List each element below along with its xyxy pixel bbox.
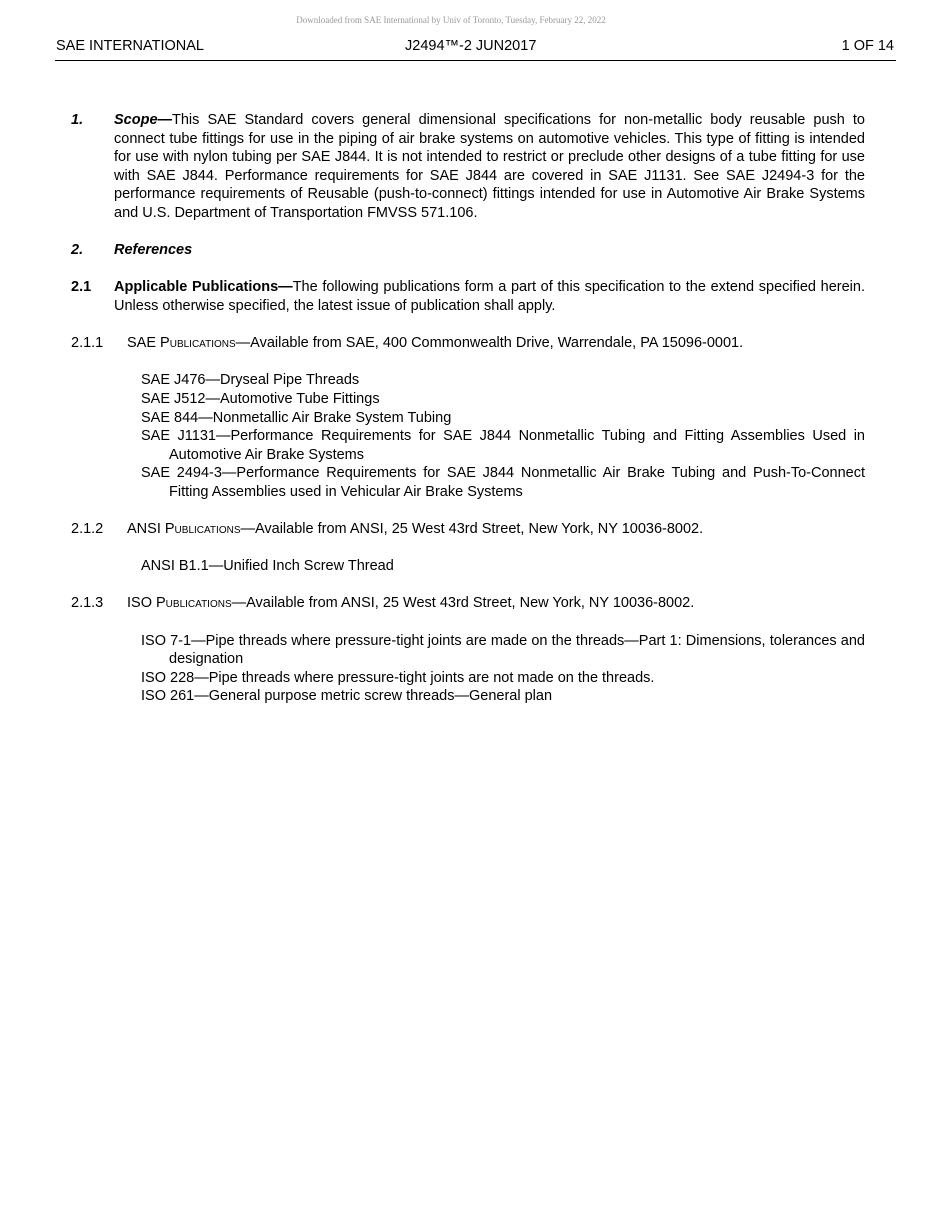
section-text: The following publications form a part of this specification to the extend specified herein. Unless otherwise specified, the latest issue of publication shall apply. (114, 279, 865, 314)
section-number: 2.1.1 (71, 335, 104, 352)
section-sae-publications (71, 334, 865, 353)
list-item: SAE 2494-3—Performance Requirements for SAE J844 Nonmetallic Air Brake Tubing and Push-To-Connect Fitting Assemblies used in Vehicular Air Brake Systems (141, 465, 865, 500)
section-iso-publications (71, 594, 865, 613)
download-watermark: Downloaded from SAE International by Univ of Toronto, Tuesday, February 22, 2022 (296, 15, 606, 25)
section-body (114, 111, 865, 223)
list-item: ISO 228—Pipe threads where pressure-tight joints are not made on the threads. (141, 669, 655, 686)
section-ansi-publications (71, 520, 865, 539)
section-text: This SAE Standard covers general dimensional specifications for non-metallic body reusable push to connect tube fittings for use in the piping of air brake systems on automotive vehicles. This type of fitting is intended for use with nylon tubing per SAE J844. It is not intended to restrict or preclude other designs of a tube fitting for use with SAE J844. Performance requirements for SAE J844 are covered in SAE J1131. See SAE J2494-3 for the performance requirements of Reusable (push-to-connect) fittings intended for use in Automotive Air Brake Systems and U.S. Department of Transportation FMVSS 571.106. (114, 112, 865, 221)
header-document-id: J2494™-2 JUN2017 (405, 38, 537, 54)
org-name: ANSI (127, 521, 165, 538)
list-item: ISO 261—General purpose metric screw threads—General plan (141, 688, 553, 705)
section-scope (71, 111, 865, 223)
org-name: SAE (127, 335, 161, 352)
list-item: SAE 844—Nonmetallic Air Brake System Tubing (141, 409, 452, 426)
section-references (71, 241, 865, 260)
list-item: ANSI B1.1—Unified Inch Screw Thread (141, 558, 394, 575)
sae-reference-list (141, 371, 865, 501)
iso-reference-list (141, 632, 865, 706)
publications-label: Publications (156, 595, 232, 612)
section-number: 2.1.3 (71, 595, 104, 612)
section-title: Scope— (114, 112, 173, 128)
list-item: ISO 7-1—Pipe threads where pressure-tight joints are made on the threads—Part 1: Dimensions, tolerances and designation (141, 632, 865, 668)
section-number: 2.1.2 (71, 521, 104, 538)
section-text: —Available from ANSI, 25 West 43rd Street, New York, NY 10036-8002. (240, 521, 704, 538)
list-item: SAE J1131—Performance Requirements for SAE J844 Nonmetallic Tubing and Fitting Assemblies Used in Automotive Air Brake Systems (141, 428, 865, 463)
publications-label: Publications (164, 521, 241, 538)
section-text: —Available from ANSI, 25 West 43rd Street, New York, NY 10036-8002. (231, 595, 695, 612)
section-number: 1. (71, 112, 84, 128)
section-number: 2.1 (71, 279, 92, 296)
list-item: SAE J512—Automotive Tube Fittings (141, 390, 380, 407)
publications-label: Publications (160, 335, 236, 352)
page-header (55, 38, 896, 61)
ansi-reference-list (141, 557, 865, 576)
section-title: References (114, 242, 193, 259)
section-applicable-publications (71, 278, 865, 315)
section-body (127, 334, 865, 353)
header-organization: SAE INTERNATIONAL (56, 38, 204, 54)
section-text: —Available from SAE, 400 Commonwealth Drive, Warrendale, PA 15096-0001. (235, 335, 744, 352)
header-page-number: 1 OF 14 (841, 38, 894, 54)
section-number: 2. (71, 242, 84, 259)
list-item: SAE J476—Dryseal Pipe Threads (141, 372, 360, 389)
document-body (71, 111, 865, 706)
section-body (114, 278, 865, 315)
section-body (127, 594, 865, 613)
org-name: ISO (127, 595, 157, 612)
section-title: Applicable Publications— (114, 279, 293, 296)
section-body (127, 520, 865, 539)
